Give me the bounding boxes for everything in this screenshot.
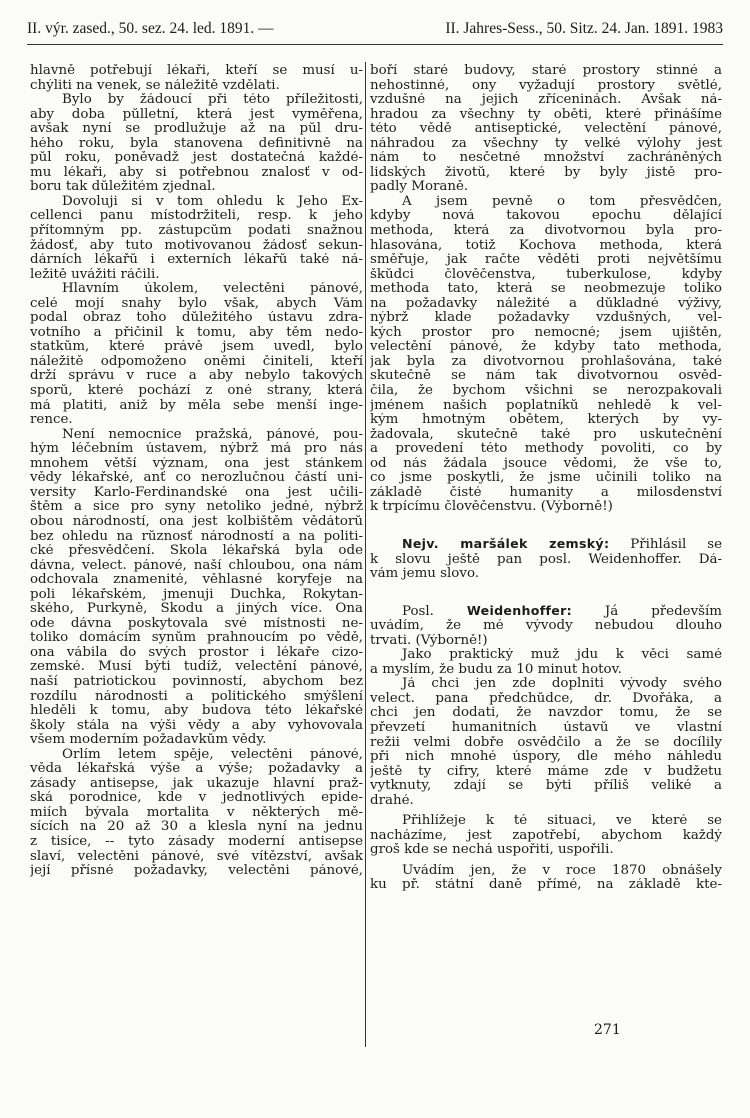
text-line: a provedení této methody povoliti, co by [370, 442, 722, 457]
text-line: ještě ty cifry, které máme zde v budžetu [370, 764, 722, 779]
text-line: Hlavním úkolem, velectěni pánové, [62, 282, 363, 297]
text-line: drží správu v ruce a aby nebylo takových [30, 369, 363, 384]
text-line: miích bývala mortalita v některých mě- [30, 805, 363, 820]
text-line: cké přesvědčení. Škola lékařská byla ode [30, 544, 363, 559]
text-line: odchovala znamenité, věhlasné koryfeje na [30, 573, 363, 588]
text-line: hlavně potřebují lékaři, kteří se musí u- [30, 64, 363, 78]
text-line: rozdílu národnosti a politického smýšlení [30, 689, 363, 704]
text-line: směřuje, jak račte věděti proti největšímu [370, 253, 722, 268]
text-line: nehostinné, ony vyžadují prostory světlé, [370, 78, 722, 93]
text-line: školy stála na výši vědy a aby vyhovovala [30, 718, 363, 733]
text-line: Dovoluji si v tom ohledu k Jeho Ex- [62, 194, 363, 209]
text-line: hlasována, totiž Kochova methoda, která [370, 238, 722, 253]
text-line: boří staré budovy, staré prostory stinné a [370, 64, 722, 78]
text-line: celé mojí snahy bylo však, abych Vám [30, 296, 363, 311]
text-line: poli lékařském, jmenuji Duchka, Rokytan- [30, 587, 363, 602]
column-divider [365, 62, 366, 1047]
text-line: chci jen dodati, že navzdor tomu, že se [370, 706, 722, 721]
text-line: kdyby nová takovou epochu dělající [370, 209, 722, 224]
speaker-name: Nejv. maršálek zemský: [402, 536, 610, 551]
text-line: cellenci panu místodržiteli, resp. k jeho [30, 209, 363, 224]
text-line: chýliti na venek, se náležitě vzdělati. [30, 78, 280, 93]
text-line: lidských životů, které by byly jistě pro- [370, 165, 722, 180]
text-line: čila, že bychom všichni se nerozpakovali [370, 384, 722, 399]
text-line: skutečně se nám tak divotvornou osvěd- [370, 369, 722, 384]
text-line: vzdušné na jejich zříceninách. Avšak ná- [370, 93, 722, 108]
text-line: Bylo by žádoucí při této příležitosti, [62, 93, 363, 108]
text-line: aby doba půlletní, která jest vyměřena, [30, 107, 363, 122]
text-line: podal obraz toho důležitého ústavu zdra- [30, 311, 363, 326]
text-line: votního a přičinil k tomu, aby těm nedo- [30, 325, 363, 340]
text-line: z tisíce, -- tyto zásady moderní antisepse [30, 834, 363, 849]
text-line: žádosť, aby tuto motivovanou žádosť sekun- [30, 238, 363, 253]
text-line: toliko domácím synům prahnoucím po vědě, [30, 631, 363, 646]
text-line: nám to nesčetné množství zachráněných [370, 151, 722, 166]
speech-text: Já především [604, 603, 722, 619]
text-line: sících na 20 až 30 a klesla nyní na jednu [30, 820, 363, 835]
text-line: žadovala, skutečně také pro uskutečnění [370, 427, 722, 442]
text-line: uvádím, že mé vývody nebudou dlouho [370, 619, 722, 634]
text-line: methoda tato, která se neobmezuje toliko [370, 282, 722, 297]
paragraph [370, 195, 722, 515]
text-line: základě čisté humanity a milosdenství [370, 485, 722, 500]
text-line: má platiti, aniž by měla sebe menší inge- [30, 398, 363, 413]
text-line: rence. [30, 413, 73, 428]
text-line: versity Karlo-Ferdinandské ona jest učili- [30, 485, 363, 500]
text-line: ského, Purkyně, Škodu a jiných více. Ona [30, 602, 363, 617]
text-line: vám jemu slovo. [370, 567, 480, 582]
text-line: přítomným pp. zástupcům podati snažnou [30, 224, 363, 239]
text-line: ku př. státní daně přímé, na základě kte- [370, 878, 722, 893]
text-line: velect. pana předchůdce, dr. Dvořáka, a [370, 691, 722, 706]
text-line: methoda, která za divotvornou byla pro- [370, 224, 722, 239]
paragraph [370, 64, 722, 195]
text-line: režii velmi dobře osvědčilo a že se docílily [370, 735, 722, 750]
text-line: od nás žádala jsouce vědomi, že vše to, [370, 456, 722, 471]
text-line: její přísné požadavky, velectěni pánové, [30, 864, 363, 879]
text-line: obou národností, ona jest kolbištěm vědátorů [30, 514, 363, 529]
text-line: avšak nyní se prodlužuje až na půl dru- [30, 122, 363, 137]
paragraph [370, 648, 722, 677]
text-line: groš kde se nechá uspořiti, uspořili. [370, 843, 614, 858]
text-line: statkům, které právě jsem uvedl, bylo [30, 340, 363, 355]
paragraph [370, 677, 722, 808]
text-line: kým hmotným obětem, kterých by vy- [370, 413, 722, 428]
paragraph [30, 282, 363, 427]
text-line: ode dávna poskytovala své místnosti ne- [30, 616, 363, 631]
paragraph [30, 64, 363, 93]
paragraph [30, 195, 363, 282]
text-line: zemské. Musí býti tudíž, velectění pánové, [30, 660, 363, 675]
left-column [30, 64, 363, 879]
text-line: ona vábila do svých prostor i lékaře cizo- [30, 645, 363, 660]
text-line: půl roku, poněvadž jest dostatečná každé- [30, 151, 363, 166]
speech-text: Přihlásil se [630, 536, 722, 552]
speaker-paragraph [370, 537, 722, 582]
text-line [370, 537, 722, 553]
text-line: k trpícímu člověčenstvu. (Výborně!) [370, 500, 613, 515]
paragraph [370, 814, 722, 858]
text-line: hleděli k tomu, aby budova této lékařské [30, 704, 363, 719]
running-header [27, 20, 723, 45]
text-line: vědy lékařské, anť co nerozlučnou částí uni- [30, 471, 363, 486]
text-line: škůdci člověčenstva, tuberkulose, kdyby [370, 267, 722, 282]
text-line: naší patriotickou povinností, abychom bez [30, 674, 363, 689]
text-line: štěm a sice pro syny netoliko jedné, nýbrž [30, 500, 363, 515]
text-line: všem moderním požadavkům vědy. [30, 733, 267, 748]
text-line: Orlím letem spěje, velectěni pánové, [62, 747, 363, 762]
speaker-paragraph [370, 604, 722, 649]
text-line: převzetí humanitních ústavů ve vlastní [370, 720, 722, 735]
text-line: sporů, které pochází z oné strany, která [30, 384, 363, 399]
text-line: Uvádím jen, že v roce 1870 obnášely [402, 863, 722, 878]
text-line: hradou za všechny ty oběti, které přinášíme [370, 107, 722, 122]
text-line: co jsme poskytli, že jsme učinili toliko na [370, 471, 722, 486]
right-column [370, 64, 722, 893]
text-line: slaví, velectěni pánové, své vítězství, avšak [30, 849, 363, 864]
speaker-name: Weidenhoffer: [466, 603, 572, 618]
text-line: A jsem pevně o tom přesvědčen, [402, 194, 722, 209]
text-line: mu lékaři, aby si potřebnou znalosť v od- [30, 165, 363, 180]
text-line: bez ohledu na různosť národností a na politi- [30, 529, 363, 544]
header-german: II. Jahres-Sess., 50. Sitz. 24. Jan. 1891. 1983 [445, 20, 723, 37]
text-line [370, 604, 722, 620]
text-line: jménem našich poplatníků nehledě k vel- [370, 398, 722, 413]
text-line: jak byla za divotvornou prohlašována, také [370, 354, 722, 369]
text-line: zásady antisepse, jak ukazuje hlavní praž- [30, 776, 363, 791]
text-line: padly Moraně. [370, 180, 469, 195]
paragraph [30, 428, 363, 748]
text-line: Já chci jen zde doplniti vývody svého [402, 677, 722, 692]
text-line: při nich mnohé úspory, dle mého náhledu [370, 750, 722, 765]
text-line: nacházíme, jest zapotřebí, abychom každý [370, 828, 722, 843]
page-number: 271 [594, 1022, 621, 1038]
text-line: dávna, velect. pánové, naší chloubou, ona nám [30, 558, 363, 573]
text-line: hého roku, byla stanovena definitivně na [30, 136, 363, 151]
text-line: trvati. (Výborně!) [370, 633, 488, 648]
text-line: a myslím, že budu za 10 minut hotov. [370, 662, 622, 677]
header-czech: II. výr. zased., 50. sez. 24. led. 1891. — [27, 20, 274, 37]
text-line: boru tak důležitém zjednal. [30, 180, 216, 195]
text-line: vytknuty, zdají se býti příliš veliké a [370, 779, 722, 794]
text-line: nýbrž klade požadavky vzdušných, vel- [370, 311, 722, 326]
text-line: ská porodnice, kde v jednotlivých epide- [30, 791, 363, 806]
text-line: náhradou za všechny ty velké výlohy jest [370, 136, 722, 151]
text-line: k slovu ještě pan posl. Weidenhoffer. Dá- [370, 552, 722, 567]
text-line: mnohem větší význam, ona jest stánkem [30, 456, 363, 471]
text-line: drahé. [370, 793, 414, 808]
text-line: Není nemocnice pražská, pánové, pou- [62, 427, 363, 442]
paragraph [30, 748, 363, 879]
text-line: kých prostor pro nemocné; jsem ujištěn, [370, 325, 722, 340]
text-line: této vědě antiseptické, velectění pánové, [370, 122, 722, 137]
text-line: ležitě uvážiti ráčili. [30, 267, 160, 282]
text-line: velectění pánové, že kdyby tato methoda, [370, 340, 722, 355]
text-line: náležitě odpomoženo oněmi činiteli, kteří [30, 354, 363, 369]
paragraph [30, 93, 363, 195]
text-line: hým léčebním ústavem, nýbrž má pro nás [30, 442, 363, 457]
text-line: Jako praktický muž jdu k věci samé [402, 648, 722, 663]
speaker-title: Posl. [402, 603, 434, 619]
text-line: Přihlížeje k té situaci, ve které se [402, 814, 722, 829]
text-line: věda lékařská výše a výše; požadavky a [30, 762, 363, 777]
text-line: na požadavky náležité a důkladné výživy, [370, 296, 722, 311]
paragraph [370, 864, 722, 893]
text-line: dárních lékařů i externích lékařů také ná- [30, 253, 363, 268]
